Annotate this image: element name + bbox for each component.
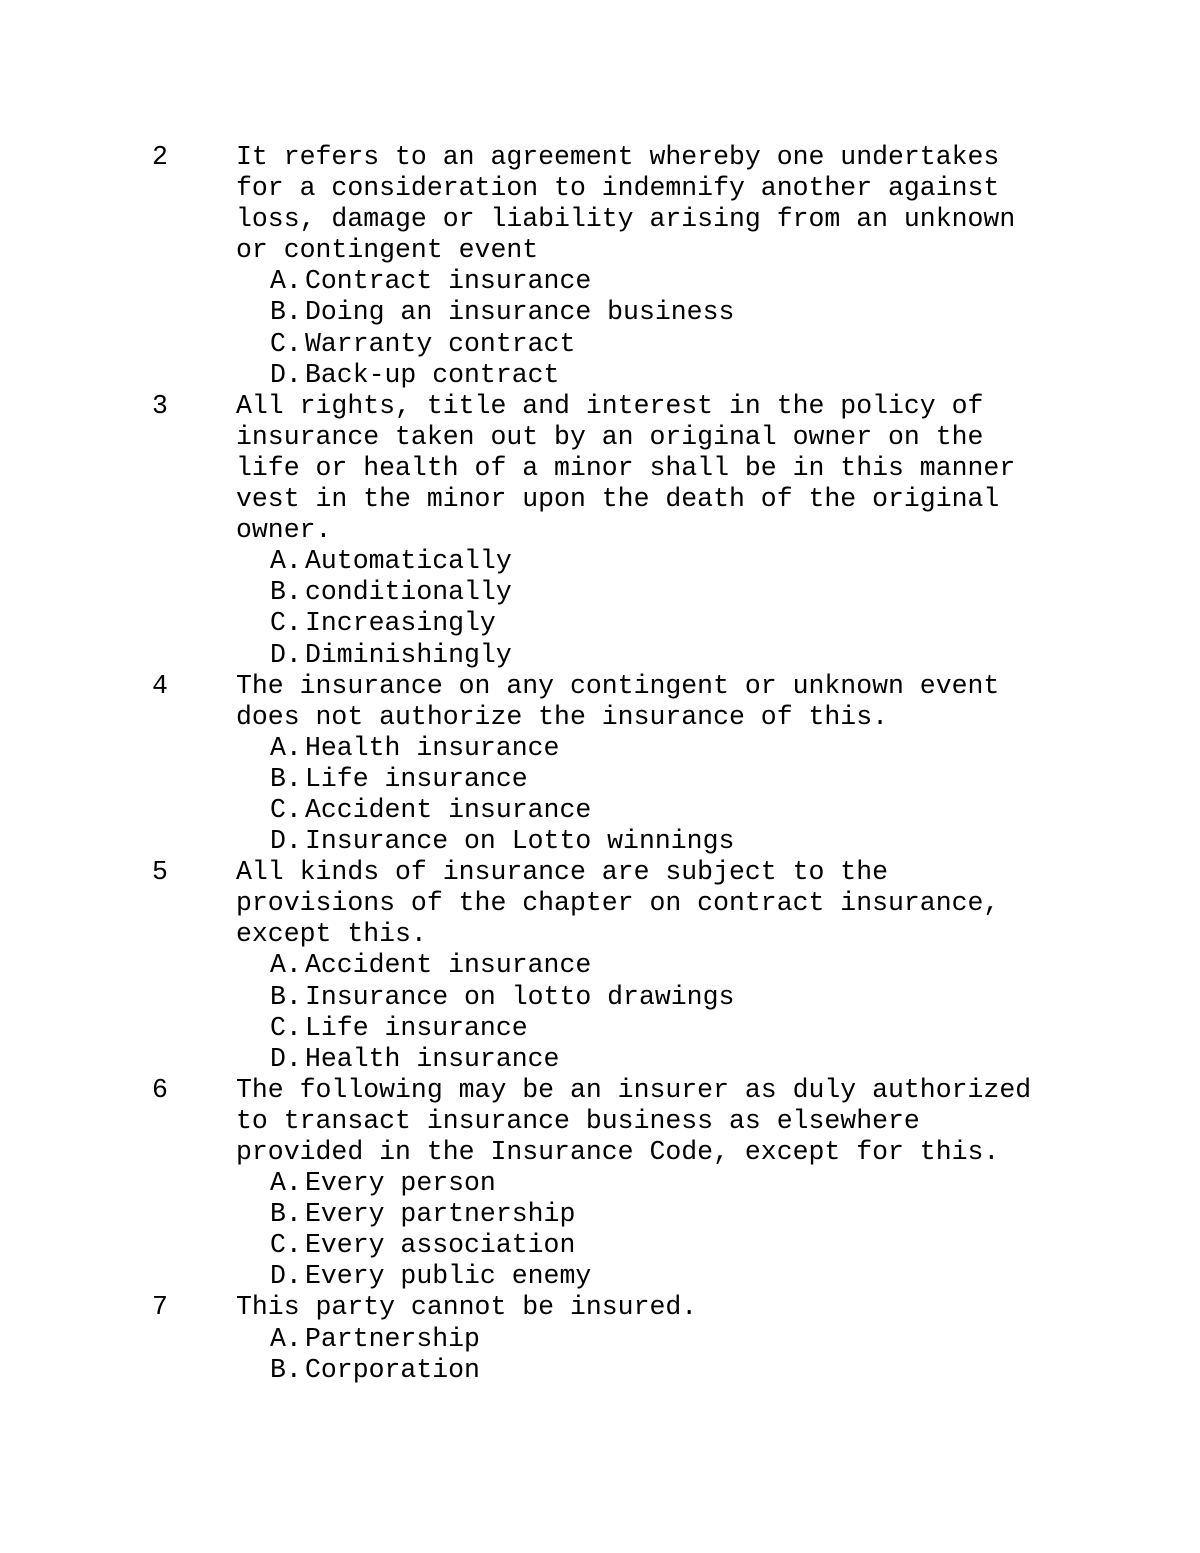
answer-option bbox=[0, 546, 1200, 577]
question-line bbox=[0, 391, 1200, 422]
option-letter: B. bbox=[270, 577, 302, 608]
answer-option bbox=[0, 1044, 1200, 1075]
question-number: 6 bbox=[152, 1074, 168, 1105]
option-text: Partnership bbox=[305, 1323, 480, 1354]
question-text: or contingent event bbox=[236, 235, 539, 266]
answer-option bbox=[0, 1355, 1200, 1386]
option-letter: C. bbox=[270, 608, 302, 639]
option-text: Accident insurance bbox=[305, 950, 592, 981]
question-line bbox=[0, 1106, 1200, 1137]
question-text: All kinds of insurance are subject to the bbox=[236, 857, 889, 888]
option-letter: C. bbox=[270, 1012, 302, 1043]
question-list bbox=[0, 142, 1200, 1386]
answer-option bbox=[0, 329, 1200, 360]
option-letter: D. bbox=[270, 1261, 302, 1292]
option-text: Back-up contract bbox=[305, 359, 560, 390]
question-text: loss, damage or liability arising from an unknown bbox=[236, 204, 1016, 235]
option-text: Corporation bbox=[305, 1354, 480, 1385]
option-letter: D. bbox=[270, 639, 302, 670]
option-letter: C. bbox=[270, 1230, 302, 1261]
answer-option bbox=[0, 795, 1200, 826]
question-number: 4 bbox=[152, 670, 168, 701]
option-text: Increasingly bbox=[305, 608, 496, 639]
option-letter: D. bbox=[270, 1043, 302, 1074]
option-letter: A. bbox=[270, 546, 302, 577]
question-text: except this. bbox=[236, 919, 427, 950]
answer-option bbox=[0, 266, 1200, 297]
answer-option bbox=[0, 640, 1200, 671]
question-line bbox=[0, 888, 1200, 919]
option-text: Doing an insurance business bbox=[305, 297, 735, 328]
answer-option bbox=[0, 1324, 1200, 1355]
answer-option bbox=[0, 1168, 1200, 1199]
question-text: life or health of a minor shall be in this manner bbox=[236, 452, 1016, 483]
question-item bbox=[0, 391, 1200, 671]
answer-option bbox=[0, 1013, 1200, 1044]
question-text: All rights, title and interest in the policy of bbox=[236, 390, 984, 421]
question-line bbox=[0, 142, 1200, 173]
answer-option bbox=[0, 608, 1200, 639]
option-text: Insurance on lotto drawings bbox=[305, 981, 735, 1012]
question-text: provided in the Insurance Code, except for this. bbox=[236, 1137, 1000, 1167]
question-line bbox=[0, 1292, 1200, 1323]
question-number: 3 bbox=[152, 390, 168, 421]
question-text: This party cannot be insured. bbox=[236, 1292, 698, 1323]
question-number: 5 bbox=[152, 857, 168, 888]
option-letter: B. bbox=[270, 981, 302, 1012]
answer-option bbox=[0, 297, 1200, 328]
option-letter: D. bbox=[270, 359, 302, 390]
question-line bbox=[0, 671, 1200, 702]
option-text: conditionally bbox=[305, 577, 512, 608]
answer-option bbox=[0, 577, 1200, 608]
question-text: owner. bbox=[236, 515, 332, 546]
option-text: Every public enemy bbox=[305, 1261, 592, 1292]
option-text: Health insurance bbox=[305, 1043, 560, 1074]
question-line bbox=[0, 857, 1200, 888]
answer-option bbox=[0, 950, 1200, 981]
question-line bbox=[0, 453, 1200, 484]
question-item bbox=[0, 142, 1200, 391]
question-item bbox=[0, 1075, 1200, 1293]
option-letter: A. bbox=[270, 1168, 302, 1199]
question-number: 2 bbox=[152, 142, 168, 172]
option-text: Warranty contract bbox=[305, 328, 576, 359]
option-text: Every association bbox=[305, 1230, 576, 1261]
question-text: to transact insurance business as elsewhere bbox=[236, 1105, 920, 1136]
option-letter: B. bbox=[270, 297, 302, 328]
answer-option bbox=[0, 1199, 1200, 1230]
option-text: Every partnership bbox=[305, 1199, 576, 1230]
option-text: Every person bbox=[305, 1168, 496, 1199]
option-letter: B. bbox=[270, 1354, 302, 1385]
question-line bbox=[0, 1137, 1200, 1168]
option-letter: A. bbox=[270, 732, 302, 763]
question-line bbox=[0, 919, 1200, 950]
question-text: The following may be an insurer as duly authorized bbox=[236, 1074, 1032, 1105]
answer-option bbox=[0, 1230, 1200, 1261]
question-text: vest in the minor upon the death of the original bbox=[236, 484, 1000, 515]
option-letter: B. bbox=[270, 763, 302, 794]
option-letter: A. bbox=[270, 1323, 302, 1354]
question-line bbox=[0, 422, 1200, 453]
question-line bbox=[0, 204, 1200, 235]
question-text: provisions of the chapter on contract insurance, bbox=[236, 888, 1000, 919]
option-letter: C. bbox=[270, 328, 302, 359]
option-text: Insurance on Lotto winnings bbox=[305, 826, 735, 857]
answer-option bbox=[0, 826, 1200, 857]
option-text: Life insurance bbox=[305, 1012, 528, 1043]
answer-option bbox=[0, 1261, 1200, 1292]
option-letter: D. bbox=[270, 826, 302, 857]
question-text: The insurance on any contingent or unknown event bbox=[236, 670, 1000, 701]
option-letter: B. bbox=[270, 1199, 302, 1230]
option-letter: A. bbox=[270, 266, 302, 297]
question-line bbox=[0, 1075, 1200, 1106]
option-text: Health insurance bbox=[305, 732, 560, 763]
question-item bbox=[0, 671, 1200, 858]
question-number: 7 bbox=[152, 1292, 168, 1323]
option-text: Life insurance bbox=[305, 763, 528, 794]
answer-option bbox=[0, 764, 1200, 795]
option-text: Contract insurance bbox=[305, 266, 592, 297]
question-line bbox=[0, 702, 1200, 733]
question-text: It refers to an agreement whereby one undertakes bbox=[236, 142, 1000, 172]
option-letter: C. bbox=[270, 794, 302, 825]
answer-option bbox=[0, 360, 1200, 391]
question-text: insurance taken out by an original owner on the bbox=[236, 421, 984, 452]
answer-option bbox=[0, 982, 1200, 1013]
question-line bbox=[0, 173, 1200, 204]
question-line bbox=[0, 484, 1200, 515]
question-text: does not authorize the insurance of this. bbox=[236, 701, 889, 732]
question-item bbox=[0, 1292, 1200, 1385]
option-text: Automatically bbox=[305, 546, 512, 577]
option-letter: A. bbox=[270, 950, 302, 981]
question-line bbox=[0, 515, 1200, 546]
option-text: Diminishingly bbox=[305, 639, 512, 670]
question-text: for a consideration to indemnify another against bbox=[236, 173, 1000, 204]
option-text: Accident insurance bbox=[305, 794, 592, 825]
question-item bbox=[0, 857, 1200, 1075]
answer-option bbox=[0, 733, 1200, 764]
question-line bbox=[0, 235, 1200, 266]
